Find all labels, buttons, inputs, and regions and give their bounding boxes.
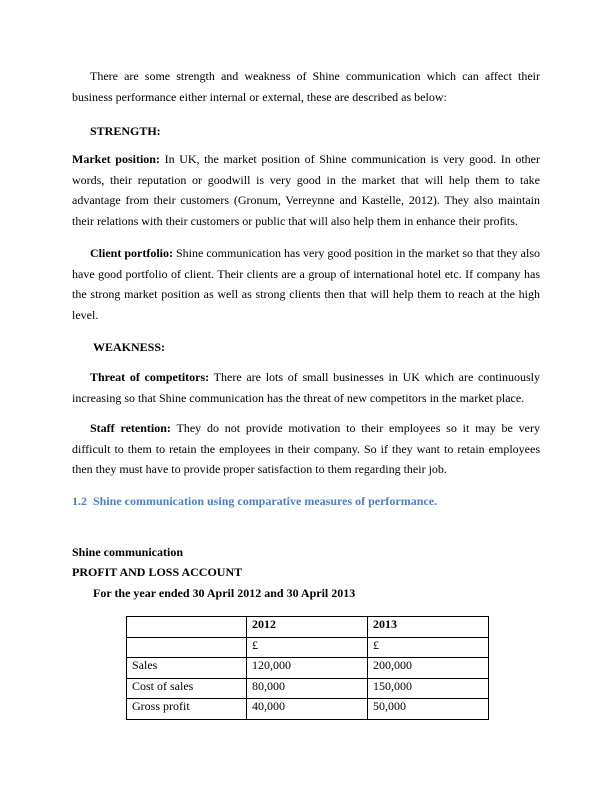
company-name: Shine communication [72, 545, 184, 559]
staff-retention-text: They do not provide motivation to their employees so it may be very difficult to them to retain the employees in their company. So if they want to retain employees then they must have to provide proper satisfaction to them regarding their job. [72, 421, 541, 477]
section-heading [72, 494, 437, 508]
client-portfolio-label: Client portfolio: [90, 246, 173, 260]
table-row [127, 699, 489, 720]
table-header-cell: 2013 [368, 617, 489, 638]
weakness-heading: WEAKNESS: [93, 340, 166, 354]
market-position-text: In UK, the market position of Shine communication is very good. In other words, their reputation or goodwill is very good in the market that will help them to take advantage from their customers (Gronum, Verreynne and Kastelle, 2012). They also maintain their relations with their customers or public that will also help them in enhance their profits. [72, 152, 540, 228]
staff-retention-paragraph [72, 418, 540, 480]
table-row [127, 658, 489, 679]
intro-paragraph: There are some strength and weakness of Shine communication which can affect their business performance either internal or external, these are described as below: [72, 69, 540, 104]
threat-label: Threat of competitors: [90, 370, 210, 384]
profit-loss-table [126, 616, 489, 720]
table-cell: 40,000 [247, 699, 368, 720]
table-cell: Cost of sales [127, 678, 247, 699]
client-portfolio-paragraph [72, 243, 540, 325]
threat-text: There are lots of small businesses in UK which are continuously increasing so that Shine communication has the threat of new competitors in the market place. [72, 370, 541, 405]
table-header-cell: 2012 [247, 617, 368, 638]
staff-retention-label: Staff retention: [90, 421, 171, 435]
table-cell: 50,000 [368, 699, 489, 720]
strength-heading: STRENGTH: [90, 124, 161, 138]
section-number: 1.2 [72, 494, 87, 508]
market-position-label: Market position: [72, 152, 160, 166]
threat-paragraph [72, 367, 540, 408]
table-cell: 150,000 [368, 678, 489, 699]
table-header-cell [127, 617, 247, 638]
table-cell: Sales [127, 658, 247, 679]
period-line: For the year ended 30 April 2012 and 30 April 2013 [93, 586, 356, 600]
table-cell [127, 637, 247, 658]
table-currency-row [127, 637, 489, 658]
account-title: PROFIT AND LOSS ACCOUNT [72, 565, 243, 579]
table-header-row [127, 617, 489, 638]
table-cell: 200,000 [368, 658, 489, 679]
section-title: Shine communication using comparative measures of performance. [93, 494, 438, 508]
client-portfolio-text: Shine communication has very good position in the market so that they also have good portfolio of client. Their clients are a group of international hotel etc. If company has the strong market position as well as strong clients then that will help them to reach at the high level. [72, 246, 540, 322]
table-cell: £ [368, 637, 489, 658]
table-cell: 80,000 [247, 678, 368, 699]
table-cell: Gross profit [127, 699, 247, 720]
table-row [127, 678, 489, 699]
market-position-paragraph [72, 149, 540, 231]
table-cell: £ [247, 637, 368, 658]
table-cell: 120,000 [247, 658, 368, 679]
